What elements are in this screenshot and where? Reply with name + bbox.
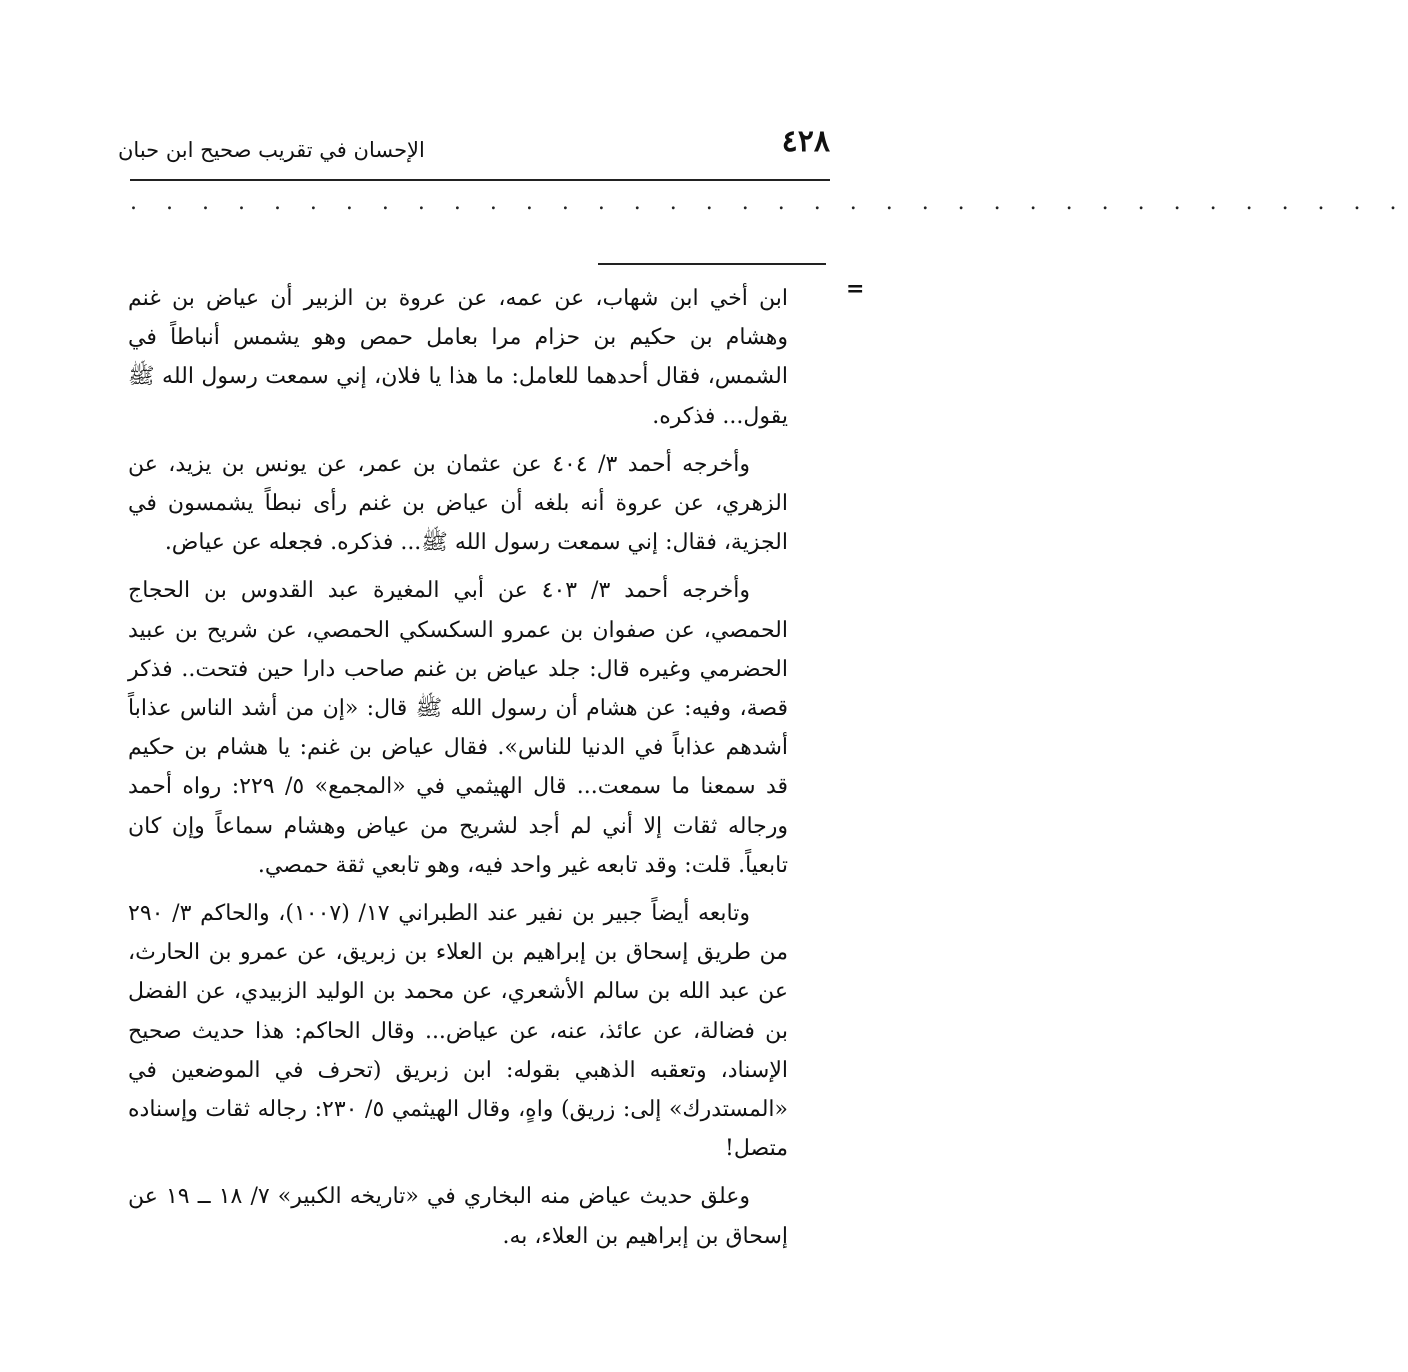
header-rule — [130, 179, 830, 181]
footnote-paragraph: وعلق حديث عياض منه البخاري في «تاريخه الكبير» ٧/ ١٨ ــ ١٩ عن إسحاق بن إبراهيم بن العلاء، به. — [128, 1184, 788, 1249]
footnote-body — [128, 279, 788, 1265]
footnote-paragraph: وتابعه أيضاً جبير بن نفير عند الطبراني ١٧/ (١٠٠٧)، والحاكم ٣/ ٢٩٠ من طريق إسحاق بن إبراهيم بن العلاء بن زبريق، عن عمرو بن الحارث، عن عبد الله بن سالم الأشعري، عن محمد بن الوليد الزبيدي، عن الفضل بن فضالة، عن عائذ، عنه، عن عياض... وقال الحاكم: هذا حديث صحيح الإسناد، وتعقبه الذهبي بقوله: ابن زبريق (تحرف في الموضعين في «المستدرك» إلى: زريق) واهٍ، وقال الهيثمي ٥/ ٢٣٠: رجاله ثقات وإسناده متصل! — [128, 901, 788, 1162]
footnote-paragraph: ابن أخي ابن شهاب، عن عمه، عن عروة بن الزبير أن عياض بن غنم وهشام بن حكيم بن حزام مرا بعامل حمص وهو يشمس أنباطاً في الشمس، فقال أحدهما للعامل: ما هذا يا فلان، إني سمعت رسول الله ﷺ يقول... فذكره. — [128, 286, 788, 429]
dotted-separator: . . . . . . . . . . . . . . . . . . . . . . . . . . . . . . . . . . . . — [130, 190, 1408, 215]
footnote-paragraph: وأخرجه أحمد ٣/ ٤٠٤ عن عثمان بن عمر، عن يونس بن يزيد، عن الزهري، عن عروة أنه بلغه أن عياض بن غنم رأى نبطاً يشمسون في الجزية، فقال: إني سمعت رسول الله ﷺ... فذكره. فجعله عن عياض. — [128, 451, 788, 556]
footnote-rule — [598, 263, 826, 265]
running-title: الإحسان في تقريب صحيح ابن حبان — [118, 138, 425, 162]
page-number: ٤٢٨ — [781, 124, 830, 159]
continuation-mark: = — [846, 276, 865, 302]
footnote-paragraph: وأخرجه أحمد ٣/ ٤٠٣ عن أبي المغيرة عبد القدوس بن الحجاج الحمصي، عن صفوان بن عمرو السكسكي الحمصي، عن شريح بن عبيد الحضرمي وغيره قال: جلد عياض بن غنم صاحب دارا حين فتحت.. فذكر قصة، وفيه: عن هشام أن رسول الله ﷺ قال: «إن من أشد الناس عذاباً أشدهم عذاباً في الدنيا للناس». فقال عياض بن غنم: يا هشام بن حكيم قد سمعنا ما سمعت... قال الهيثمي في «المجمع» ٥/ ٢٢٩: رواه أحمد ورجاله ثقات إلا أني لم أجد لشريح من عياض وهشام سماعاً وإن كان تابعياً. قلت: وقد تابعه غير واحد فيه، وهو تابعي ثقة حمصي. — [128, 578, 789, 878]
